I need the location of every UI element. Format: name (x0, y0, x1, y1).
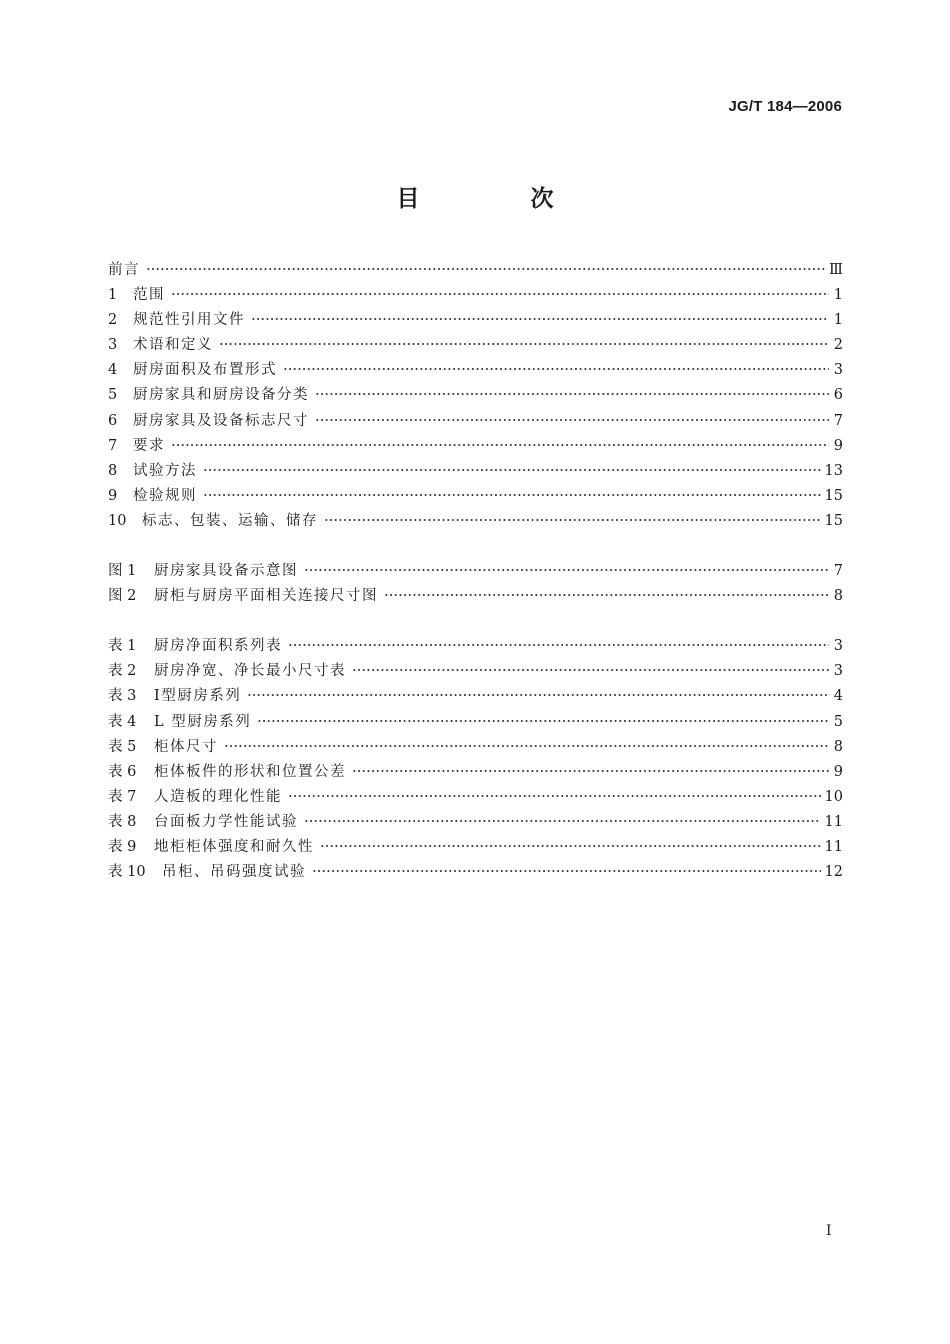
toc-leader-dots (352, 668, 829, 672)
toc-leader-dots (288, 643, 829, 647)
toc-leader-dots (315, 392, 829, 396)
toc-leader-dots (251, 317, 829, 321)
toc-entry-number: 表 5 (108, 738, 137, 755)
toc-entry-page: 1 (833, 287, 843, 304)
toc-entry-section-7[interactable] (108, 434, 843, 459)
toc-entry-label: 要求 (133, 437, 165, 454)
toc-leader-dots (203, 493, 821, 497)
toc-entry-page: 15 (824, 512, 843, 529)
toc-entry-label: 厨房净宽、净长最小尺寸表 (154, 663, 346, 680)
toc-entry-number: 5 (108, 387, 118, 404)
toc-entry-page: 4 (833, 688, 843, 705)
toc-entry-page: 9 (833, 763, 843, 780)
toc-entry-number: 表 9 (108, 838, 137, 855)
toc-entry-number: 4 (108, 362, 118, 379)
toc-entry-number: 表 6 (108, 763, 137, 780)
toc-entry-page: 1 (833, 312, 843, 329)
toc-entry-number: 8 (108, 462, 118, 479)
toc-entry-page: 3 (833, 663, 843, 680)
toc-leader-dots (146, 267, 825, 271)
toc-entry-number: 表 8 (108, 813, 137, 830)
toc-entry-section-4[interactable] (108, 358, 843, 383)
toc-leader-dots (171, 292, 829, 296)
table-of-contents (108, 258, 843, 885)
toc-entry-label: 厨房家具和厨房设备分类 (133, 387, 309, 404)
toc-entry-page: 2 (833, 337, 843, 354)
toc-entry-label: 前言 (108, 262, 140, 278)
toc-entry-label: 柜体尺寸 (154, 738, 218, 755)
toc-entry-table-1[interactable] (108, 634, 843, 659)
toc-leader-dots (304, 819, 821, 823)
toc-leader-dots (384, 593, 829, 597)
toc-leader-dots (324, 518, 821, 522)
toc-entry-number: 3 (108, 337, 118, 354)
toc-entry-page: 9 (833, 437, 843, 454)
toc-entry-figure-1[interactable] (108, 559, 843, 584)
toc-entry-section-5[interactable] (108, 383, 843, 408)
toc-leader-dots (320, 844, 821, 848)
page-title: 目 次 (396, 186, 598, 212)
toc-entry-number: 图 1 (108, 563, 137, 580)
toc-entry-section-10[interactable] (108, 509, 843, 534)
toc-entry-table-10[interactable] (108, 860, 843, 885)
toc-entry-page: Ⅲ (829, 262, 843, 278)
toc-entry-table-8[interactable] (108, 810, 843, 835)
toc-entry-number: 9 (108, 487, 118, 504)
toc-entry-label: 厨房面积及布置形式 (133, 362, 277, 379)
toc-entry-label: 厨柜与厨房平面相关连接尺寸图 (154, 588, 378, 605)
toc-entry-section-9[interactable] (108, 484, 843, 509)
toc-entry-figure-2[interactable] (108, 584, 843, 609)
toc-entry-number: 表 7 (108, 788, 137, 805)
toc-leader-dots (315, 418, 829, 422)
toc-entry-label: 吊柜、吊码强度试验 (162, 864, 306, 881)
toc-entry-page: 5 (833, 713, 843, 730)
toc-leader-dots (171, 443, 829, 447)
page-number: I (826, 1223, 832, 1239)
toc-leader-dots (352, 769, 829, 773)
toc-leader-dots (219, 342, 829, 346)
toc-tables (108, 634, 843, 885)
toc-entry-page: 15 (824, 487, 843, 504)
toc-entry-page: 8 (833, 588, 843, 605)
toc-entry-page: 3 (833, 638, 843, 655)
toc-leader-dots (257, 719, 829, 723)
toc-entry-label: 厨房家具及设备标志尺寸 (133, 412, 309, 429)
toc-entry-table-9[interactable] (108, 835, 843, 860)
toc-entry-number: 图 2 (108, 588, 137, 605)
toc-entry-label: 人造板的理化性能 (154, 788, 282, 805)
toc-entry-label: 试验方法 (133, 462, 197, 479)
toc-entry-label: 检验规则 (133, 487, 197, 504)
toc-leader-dots (247, 693, 829, 697)
toc-entry-page: 12 (824, 864, 843, 881)
toc-entry-section-1[interactable] (108, 283, 843, 308)
toc-entry-number: 10 (108, 512, 127, 529)
toc-entry-table-6[interactable] (108, 760, 843, 785)
toc-figures (108, 559, 843, 609)
toc-sections (108, 258, 843, 534)
toc-entry-section-6[interactable] (108, 409, 843, 434)
toc-entry-number: 6 (108, 412, 118, 429)
toc-entry-label: 标志、包装、运输、储存 (142, 512, 318, 529)
toc-leader-dots (203, 468, 821, 472)
toc-entry-page: 13 (824, 462, 843, 479)
toc-entry-label: 术语和定义 (133, 337, 213, 354)
toc-entry-label: 台面板力学性能试验 (154, 813, 298, 830)
toc-entry-label: 柜体板件的形状和位置公差 (154, 763, 346, 780)
standard-code: JG/T 184—2006 (728, 98, 842, 115)
toc-leader-dots (224, 744, 829, 748)
toc-entry-page: 3 (833, 362, 843, 379)
toc-entry-label: 范围 (133, 287, 165, 304)
toc-leader-dots (304, 568, 829, 572)
toc-entry-page: 6 (833, 387, 843, 404)
toc-entry-number: 表 10 (108, 864, 146, 881)
toc-entry-table-4[interactable] (108, 710, 843, 735)
toc-entry-page: 10 (824, 788, 843, 805)
toc-entry-page: 11 (824, 813, 843, 830)
toc-entry-label: 厨房净面积系列表 (154, 638, 282, 655)
toc-entry-table-5[interactable] (108, 735, 843, 760)
toc-entry-number: 表 4 (108, 713, 137, 730)
toc-entry-label: 厨房家具设备示意图 (154, 563, 298, 580)
toc-entry-page: 8 (833, 738, 843, 755)
toc-entry-page: 11 (824, 838, 843, 855)
toc-entry-number: 1 (108, 287, 118, 304)
toc-entry-number: 7 (108, 437, 118, 454)
toc-entry-label: 地柜柜体强度和耐久性 (154, 838, 314, 855)
toc-entry-label: 规范性引用文件 (133, 312, 245, 329)
toc-entry-section-2[interactable] (108, 308, 843, 333)
toc-entry-label: Ⅰ型厨房系列 (154, 688, 242, 705)
toc-entry-foreword[interactable] (108, 258, 843, 283)
toc-entry-number: 2 (108, 312, 118, 329)
toc-entry-table-3[interactable] (108, 684, 843, 709)
toc-leader-dots (283, 367, 829, 371)
toc-entry-table-7[interactable] (108, 785, 843, 810)
toc-leader-dots (288, 794, 821, 798)
toc-entry-number: 表 3 (108, 688, 137, 705)
toc-entry-number: 表 1 (108, 638, 137, 655)
toc-entry-section-3[interactable] (108, 333, 843, 358)
toc-leader-dots (312, 869, 821, 873)
toc-entry-section-8[interactable] (108, 459, 843, 484)
toc-entry-page: 7 (833, 563, 843, 580)
toc-entry-page: 7 (833, 412, 843, 429)
toc-entry-label: L 型厨房系列 (154, 713, 252, 730)
toc-entry-table-2[interactable] (108, 659, 843, 684)
toc-entry-number: 表 2 (108, 663, 137, 680)
